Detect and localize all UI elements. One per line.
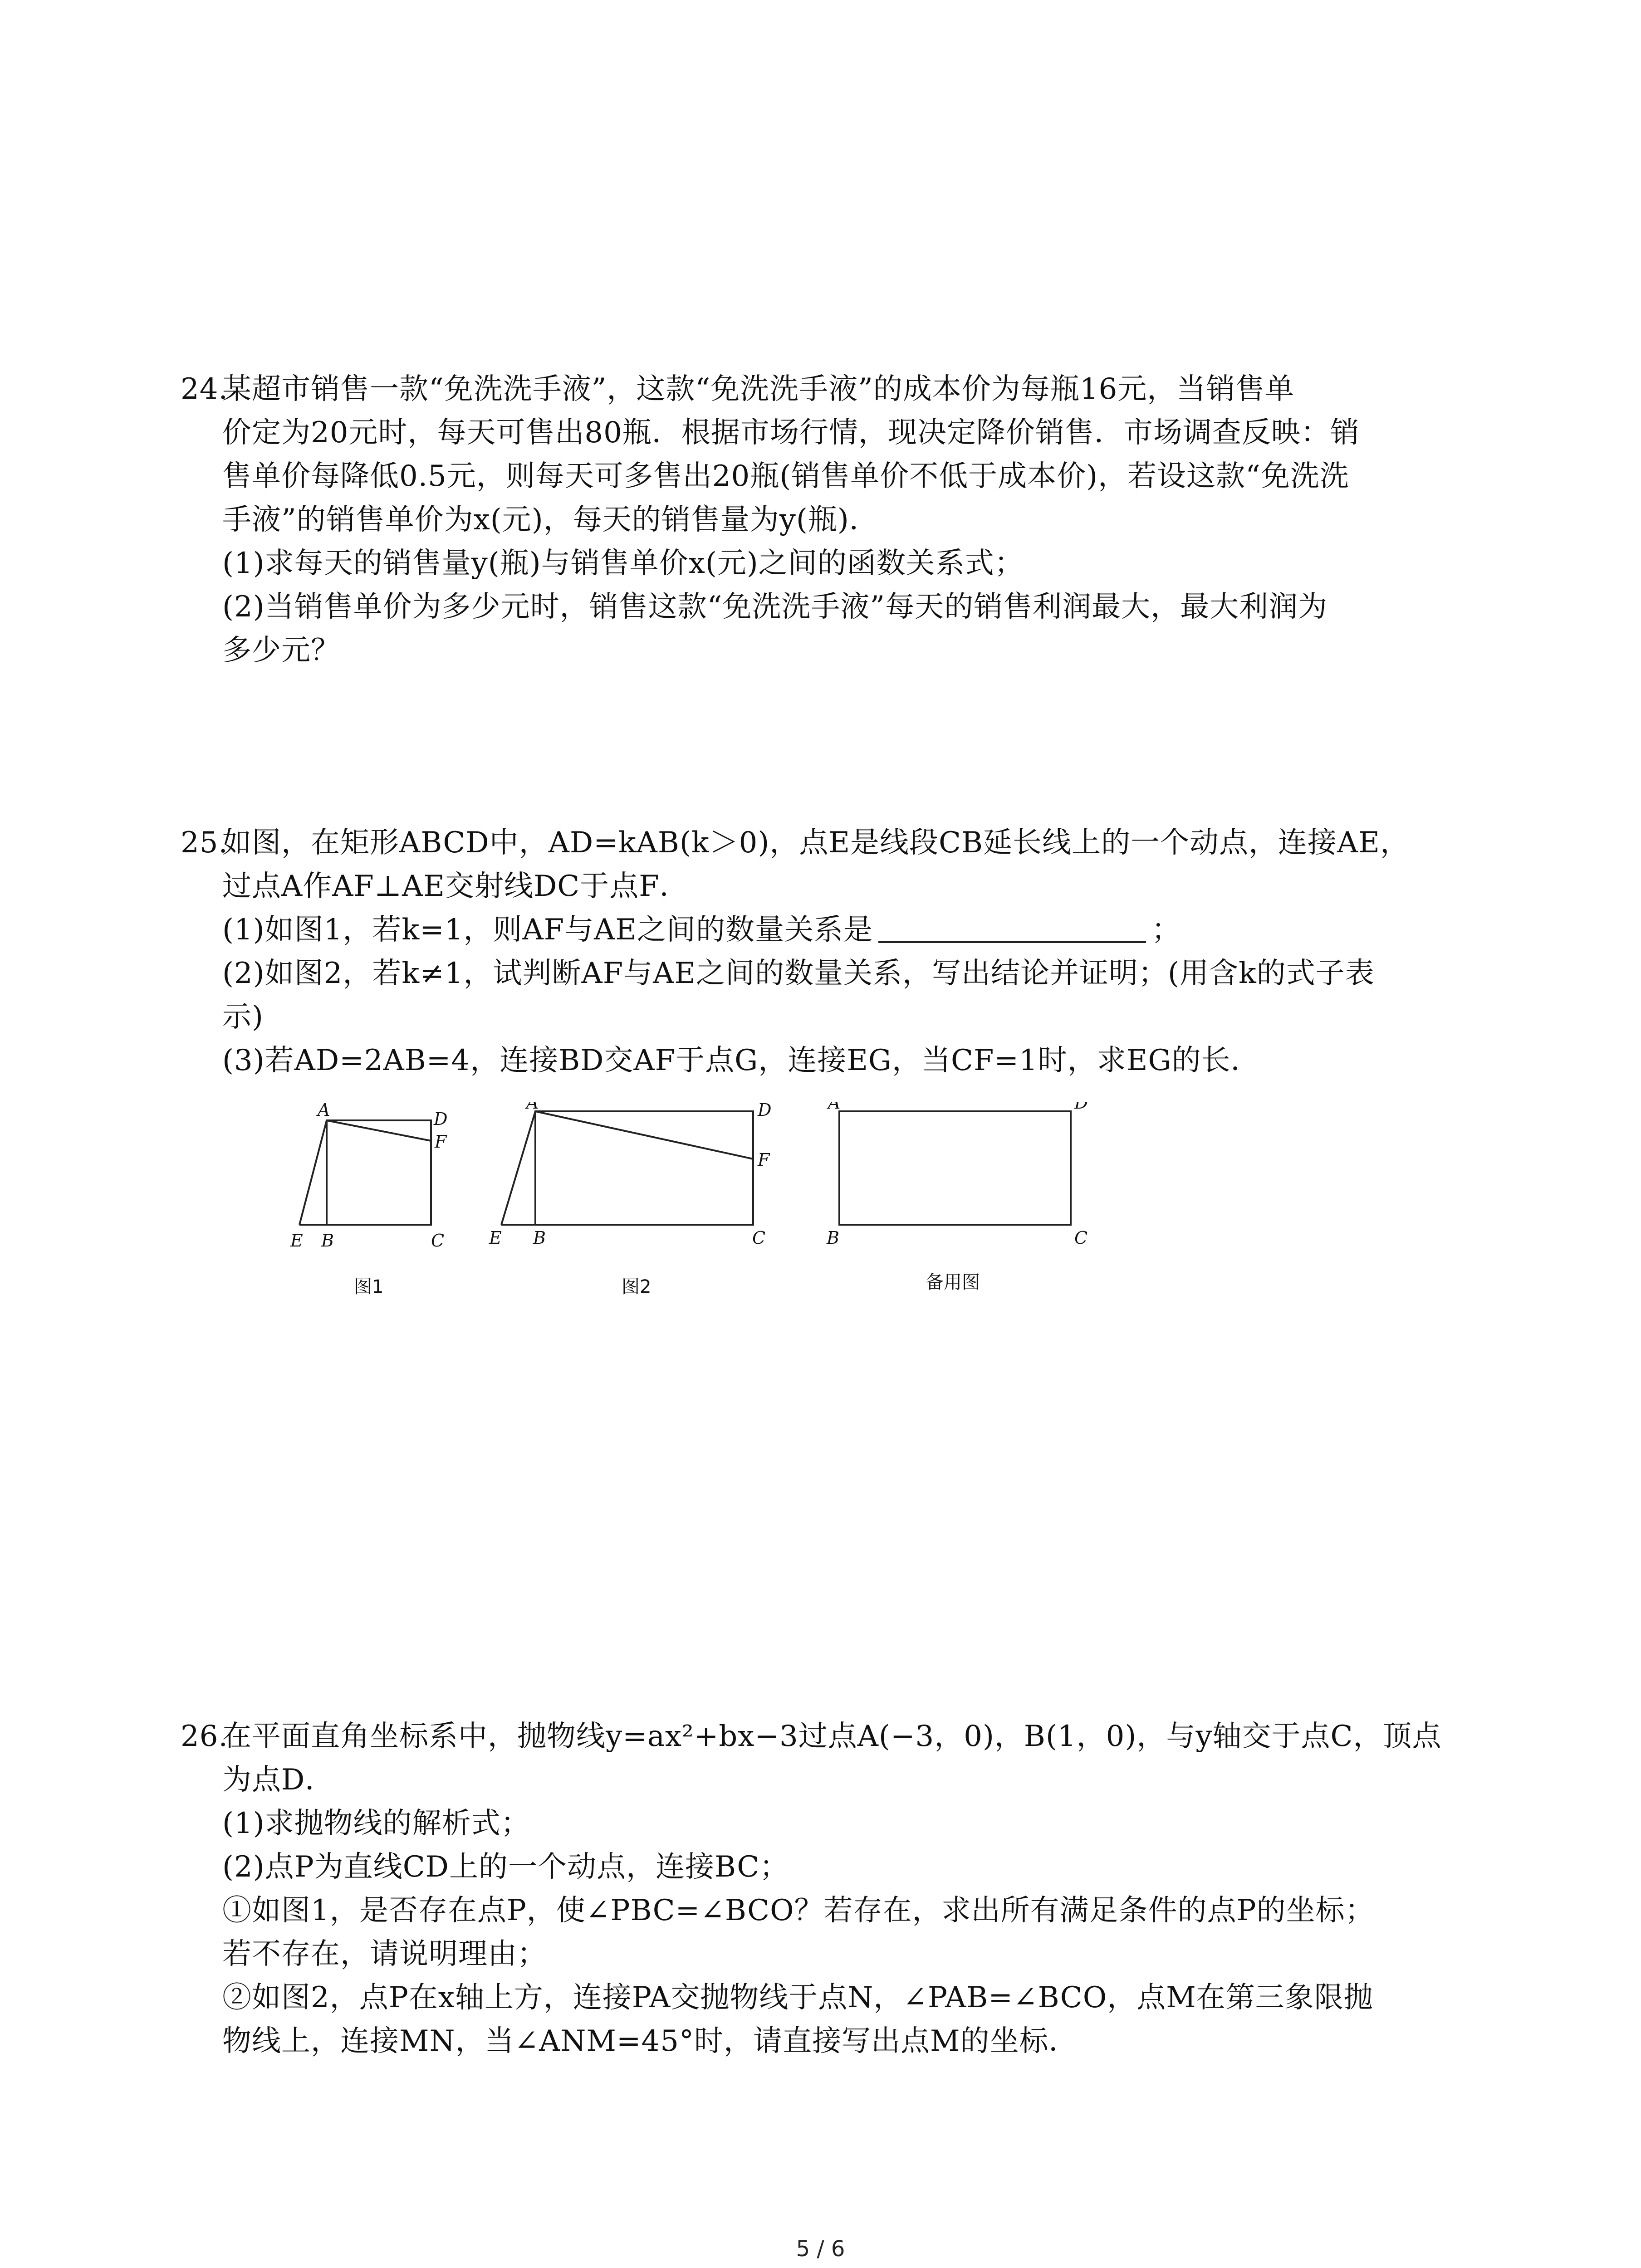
problem-line: [181, 821, 1447, 865]
sub-question: (3)若AD=2AB=4，连接BD交AF于点G，连接EG，当CF=1时，求EG的长．: [222, 1044, 1260, 1077]
fig2-label-a: A: [526, 1102, 539, 1113]
problem-line: 物线上，连接MN，当∠ANM=45°时，请直接写出点M的坐标．: [222, 2024, 1078, 2058]
fig1-label-a: A: [318, 1102, 330, 1120]
fig1-label-f: F: [435, 1132, 447, 1152]
text: (1)如图1，若k=1，则AF与AE之间的数量关系是: [222, 913, 873, 947]
sub-question: [222, 908, 1447, 952]
problem-number: 25.: [181, 826, 228, 860]
problem-line: 若不存在，请说明理由；: [222, 1937, 547, 1971]
problem-line: 示): [222, 1000, 264, 1034]
problem-line: [181, 367, 1447, 411]
fig1-label-b: B: [321, 1231, 334, 1251]
text: 在平面直角坐标系中，抛物线y=ax²+bx−3过点A(−3，0)，B(1，0)，与y轴交于点C，顶点: [222, 1720, 1442, 1753]
fig1-label-d: D: [434, 1109, 448, 1129]
fig2-rectangle: [535, 1111, 753, 1225]
fig1-segment-af: [327, 1120, 431, 1141]
fig2-caption: 图2: [622, 1276, 652, 1297]
text: 某超市销售一款“免洗洗手液”，这款“免洗洗手液”的成本价为每瓶16元，当销售单: [222, 372, 1295, 406]
answer-blank: [878, 912, 1146, 943]
sub-question: (2)当销售单价为多少元时，销售这款“免洗洗手液”每天的销售利润最大，最大利润为: [222, 590, 1328, 624]
problem-line: 手液”的销售单价为x(元)，每天的销售量为y(瓶)．: [222, 503, 879, 537]
sub-question: (1)求抛物线的解析式；: [222, 1807, 530, 1840]
sub-question: (2)点P为直线CD上的一个动点，连接BC；: [222, 1850, 789, 1884]
problem-line: 过点A作AF⊥AE交射线DC于点F．: [222, 870, 689, 903]
fig1-square: [327, 1120, 431, 1225]
fig3-label-b: B: [827, 1228, 839, 1248]
fig2-label-e: E: [489, 1228, 502, 1248]
figures-svg: [272, 1102, 1157, 1311]
fig2-label-c: C: [752, 1228, 766, 1248]
problem-line: 为点D．: [222, 1763, 335, 1797]
sub-question: ①如图1，是否存在点P，使∠PBC=∠BCO？若存在，求出所有满足条件的点P的坐标；: [222, 1894, 1375, 1927]
page-number: 5 / 6: [796, 2236, 845, 2262]
problem-line: 价定为20元时，每天可售出80瓶．根据市场行情，现决定降价销售．市场调查反映：销: [222, 416, 1360, 450]
problem-line: 售单价每降低0.5元，则每天可多售出20瓶(销售单价不低于成本价)，若设这款“免洗洗: [222, 459, 1349, 493]
fig2-label-d: D: [758, 1102, 772, 1120]
fig2-label-f: F: [758, 1150, 770, 1170]
problem-line: [181, 1715, 1447, 1758]
problem-26: [181, 1715, 1447, 2063]
sub-question: (1)求每天的销售量y(瓶)与销售单价x(元)之间的函数关系式；: [222, 547, 1024, 580]
fig2-segment-ae: [501, 1111, 535, 1225]
fig3-label-a: A: [828, 1102, 841, 1113]
fig1-label-c: C: [431, 1231, 445, 1251]
fig3-caption: 备用图: [926, 1272, 980, 1293]
geometry-figures: [272, 1102, 1157, 1311]
problem-24: [181, 367, 1447, 672]
fig1-segment-ae: [299, 1120, 327, 1225]
fig1-label-e: E: [290, 1231, 303, 1251]
fig3-rectangle: [839, 1111, 1071, 1225]
sub-question: (2)如图2，若k≠1，试判断AF与AE之间的数量关系，写出结论并证明；(用含k的式子表: [222, 957, 1375, 990]
problem-number: 26.: [181, 1720, 228, 1753]
problem-25: [181, 821, 1447, 1082]
fig2-segment-af: [535, 1111, 753, 1159]
text: ；: [1151, 913, 1181, 947]
fig3-label-c: C: [1074, 1228, 1088, 1248]
sub-question: ②如图2，点P在x轴上方，连接PA交抛物线于点N，∠PAB=∠BCO，点M在第三象限抛: [222, 1981, 1373, 2014]
text: 如图，在矩形ABCD中，AD=kAB(k＞0)，点E是线段CB延长线上的一个动点，连接AE，: [222, 826, 1410, 860]
problem-line: 多少元？: [222, 634, 340, 667]
fig2-label-b: B: [533, 1228, 546, 1248]
problem-number: 24.: [181, 372, 228, 406]
fig3-label-d: D: [1074, 1102, 1088, 1113]
fig1-caption: 图1: [354, 1276, 384, 1297]
